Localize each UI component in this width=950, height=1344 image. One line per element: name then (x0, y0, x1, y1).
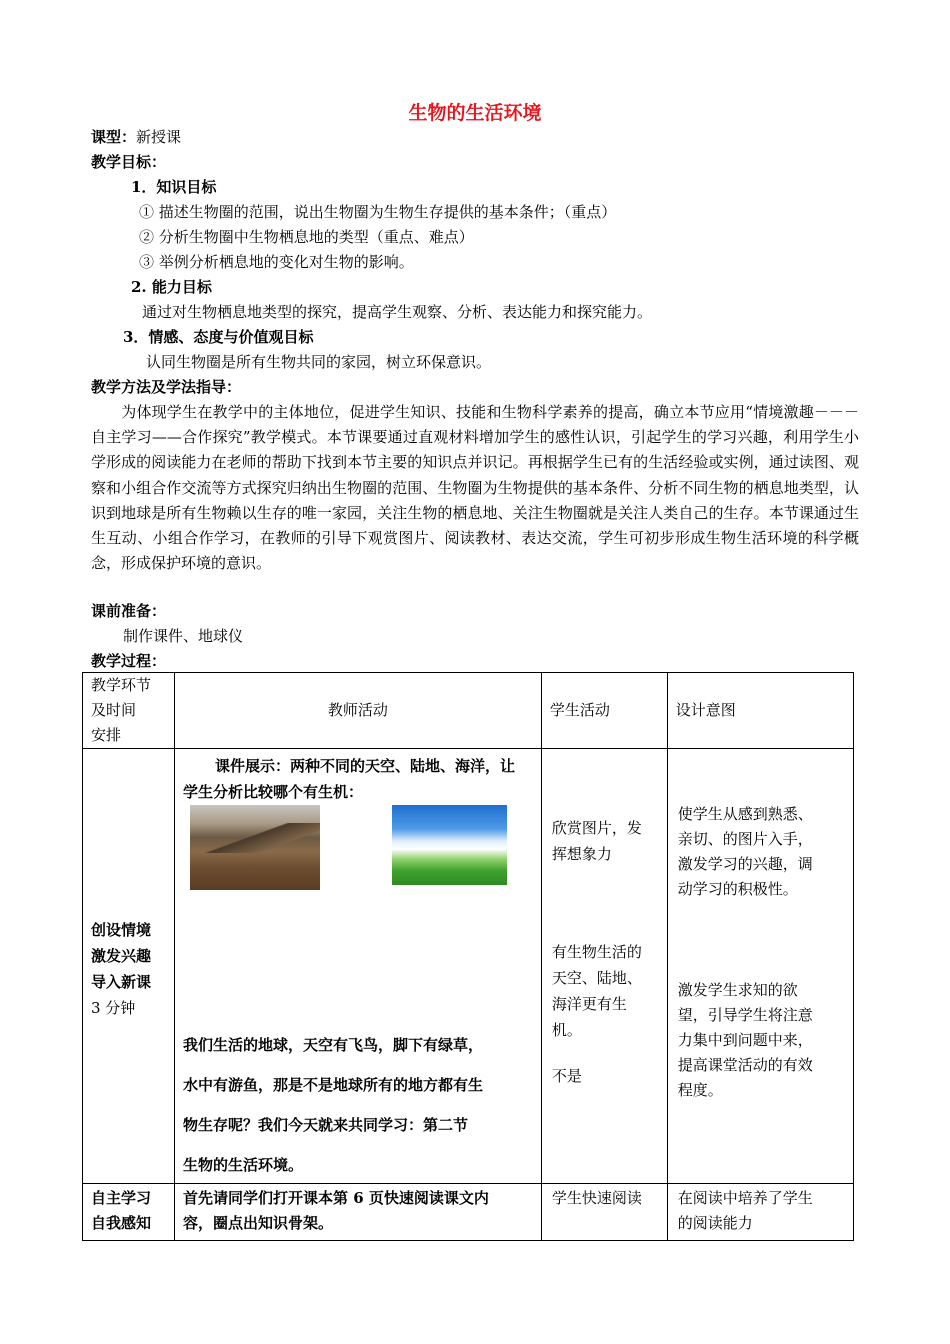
teaching-process-table (82, 672, 854, 1241)
row2-stage (83, 1184, 175, 1241)
row1-student-a (552, 815, 642, 867)
row2-stage-line: 自主学习 (91, 1189, 152, 1207)
row1-teacher-line: 水中有游鱼，那是不是地球所有的地方都有生 (182, 1076, 483, 1094)
lesson-type-label: 课型： (91, 128, 137, 146)
row1-intent (667, 749, 853, 1184)
goal1-item: ① 描述生物圈的范围，说出生物圈为生物生存提供的基本条件；（重点） (139, 203, 617, 221)
row1-teacher-line: 物生存呢？我们今天就来共同学习：第二节 (182, 1116, 468, 1134)
goal1-item: ③ 举例分析栖息地的变化对生物的影响。 (139, 253, 414, 271)
row1-intent-line: 程度。 (677, 1081, 723, 1099)
row1-teacher-bottom (183, 1025, 483, 1185)
row1-stage-line: 导入新课 (91, 973, 152, 991)
process-heading: 教学过程： (91, 652, 167, 670)
header-student: 学生活动 (541, 673, 667, 749)
method-heading: 教学方法及学法指导： (91, 378, 242, 396)
method-paragraph (91, 400, 859, 576)
row1-student-line: 机。 (551, 1021, 582, 1039)
method-text: 为体现学生在教学中的主体地位，促进学生知识、技能和生物科学素养的提高，确立本节应用“情境激趣－－－自主学习——合作探究”教学模式。本节课要通过直观材料增加学生的感性认识，引起学生的学习兴趣，利用学生小学形成的阅读能力在老师的帮助下找到本节主要的知识点并识记。再根据学生已有的生活经验或实例，通过读图、观察和小组合作交流等方式探究归纳出生物圈的范围、生物圈为生物提供的基本条件、分析不同生物的栖息地类型，认识到地球是所有生物赖以生存的唯一家园，关注生物的栖息地、关注生物圈就是关注人类自己的生存。本节课通过生生互动、小组合作学习，在教师的引导下观赏图片、阅读教材、表达交流，学生可初步形成生物生活环境的科学概念，形成保护环境的意识。 (91, 403, 859, 573)
row2-teacher-line: 容，圈点出知识骨架。 (182, 1214, 333, 1232)
row1-intent-line: 动学习的积极性。 (677, 880, 798, 898)
row1-intent-b (678, 978, 813, 1103)
row1-intent-line: 激发学习的兴趣，调 (677, 855, 813, 873)
lesson-type (91, 126, 181, 148)
green-field-sky-image (392, 805, 507, 885)
goal1-heading: 1．知识目标 (131, 178, 217, 196)
row2-intent-line: 的阅读能力 (677, 1214, 753, 1232)
goal1-item: ② 分析生物圈中生物栖息地的类型（重点、难点） (139, 228, 474, 246)
goal3-text: 认同生物圈是所有生物共同的家园，树立环保意识。 (146, 353, 492, 371)
header-stage-line: 及时间 (91, 701, 137, 719)
row1-student-line: 海洋更有生 (551, 995, 627, 1013)
header-stage (83, 673, 175, 749)
document-title: 生物的生活环境 (408, 102, 542, 124)
goals-heading: 教学目标： (91, 153, 167, 171)
prep-heading: 课前准备： (91, 602, 167, 620)
row1-student-line: 欣赏图片，发 (551, 819, 642, 837)
row1-stage-time: 3 分钟 (91, 999, 136, 1017)
row1-teacher-top: 课件展示：两种不同的天空、陆地、海洋，让学生分析比较哪个有生机： (182, 757, 515, 801)
lesson-type-value: 新授课 (136, 128, 182, 146)
row1-intent-line: 使学生从感到熟悉、 (677, 805, 813, 823)
row1-intent-line: 力集中到问题中来， (677, 1031, 813, 1049)
header-stage-line: 教学环节 (91, 676, 152, 694)
row2-intent-line: 在阅读中培养了学生 (677, 1189, 813, 1207)
row1-student-b (552, 939, 642, 1043)
goal2-heading: 2. 能力目标 (131, 278, 212, 296)
goal3-heading: 3．情感、态度与价值观目标 (123, 328, 314, 346)
header-intent: 设计意图 (667, 673, 853, 749)
header-teacher: 教师活动 (174, 673, 541, 749)
row1-intent-a (678, 802, 813, 902)
row1-stage-line: 激发兴趣 (91, 947, 152, 965)
row2-teacher-line: 首先请同学们打开课本第 6 页快速阅读课文内 (182, 1189, 489, 1207)
row1-student-line: 天空、陆地、 (551, 969, 642, 987)
goal2-text: 通过对生物栖息地类型的探究，提高学生观察、分析、表达能力和探究能力。 (142, 303, 653, 321)
row1-teacher-line: 生物的生活环境。 (182, 1156, 303, 1174)
row2-intent (667, 1184, 853, 1241)
row1-student-line: 有生物生活的 (551, 943, 642, 961)
table-row (83, 1184, 854, 1241)
row1-stage-line: 创设情境 (91, 921, 152, 939)
barren-mountain-image (190, 805, 320, 890)
header-stage-line: 安排 (91, 726, 122, 744)
row1-stage (83, 749, 175, 1184)
row1-intent-line: 望，引导学生将注意 (677, 1006, 813, 1024)
table-header-row (83, 673, 854, 749)
row1-intent-line: 激发学生求知的欲 (677, 981, 798, 999)
row2-stage-line: 自我感知 (91, 1214, 152, 1232)
row2-teacher (174, 1184, 541, 1241)
row1-intent-line: 提高课堂活动的有效 (677, 1056, 813, 1074)
row1-student-line: 挥想象力 (551, 845, 612, 863)
row2-student: 学生快速阅读 (541, 1184, 667, 1241)
row1-teacher-line: 我们生活的地球，天空有飞鸟，脚下有绿草， (182, 1036, 483, 1054)
row1-student (541, 749, 667, 1184)
prep-text: 制作课件、地球仪 (123, 627, 244, 645)
row1-intent-line: 亲切、的图片入手， (677, 830, 813, 848)
row1-student-c: 不是 (551, 1067, 582, 1085)
row1-stage-text (91, 917, 151, 1021)
